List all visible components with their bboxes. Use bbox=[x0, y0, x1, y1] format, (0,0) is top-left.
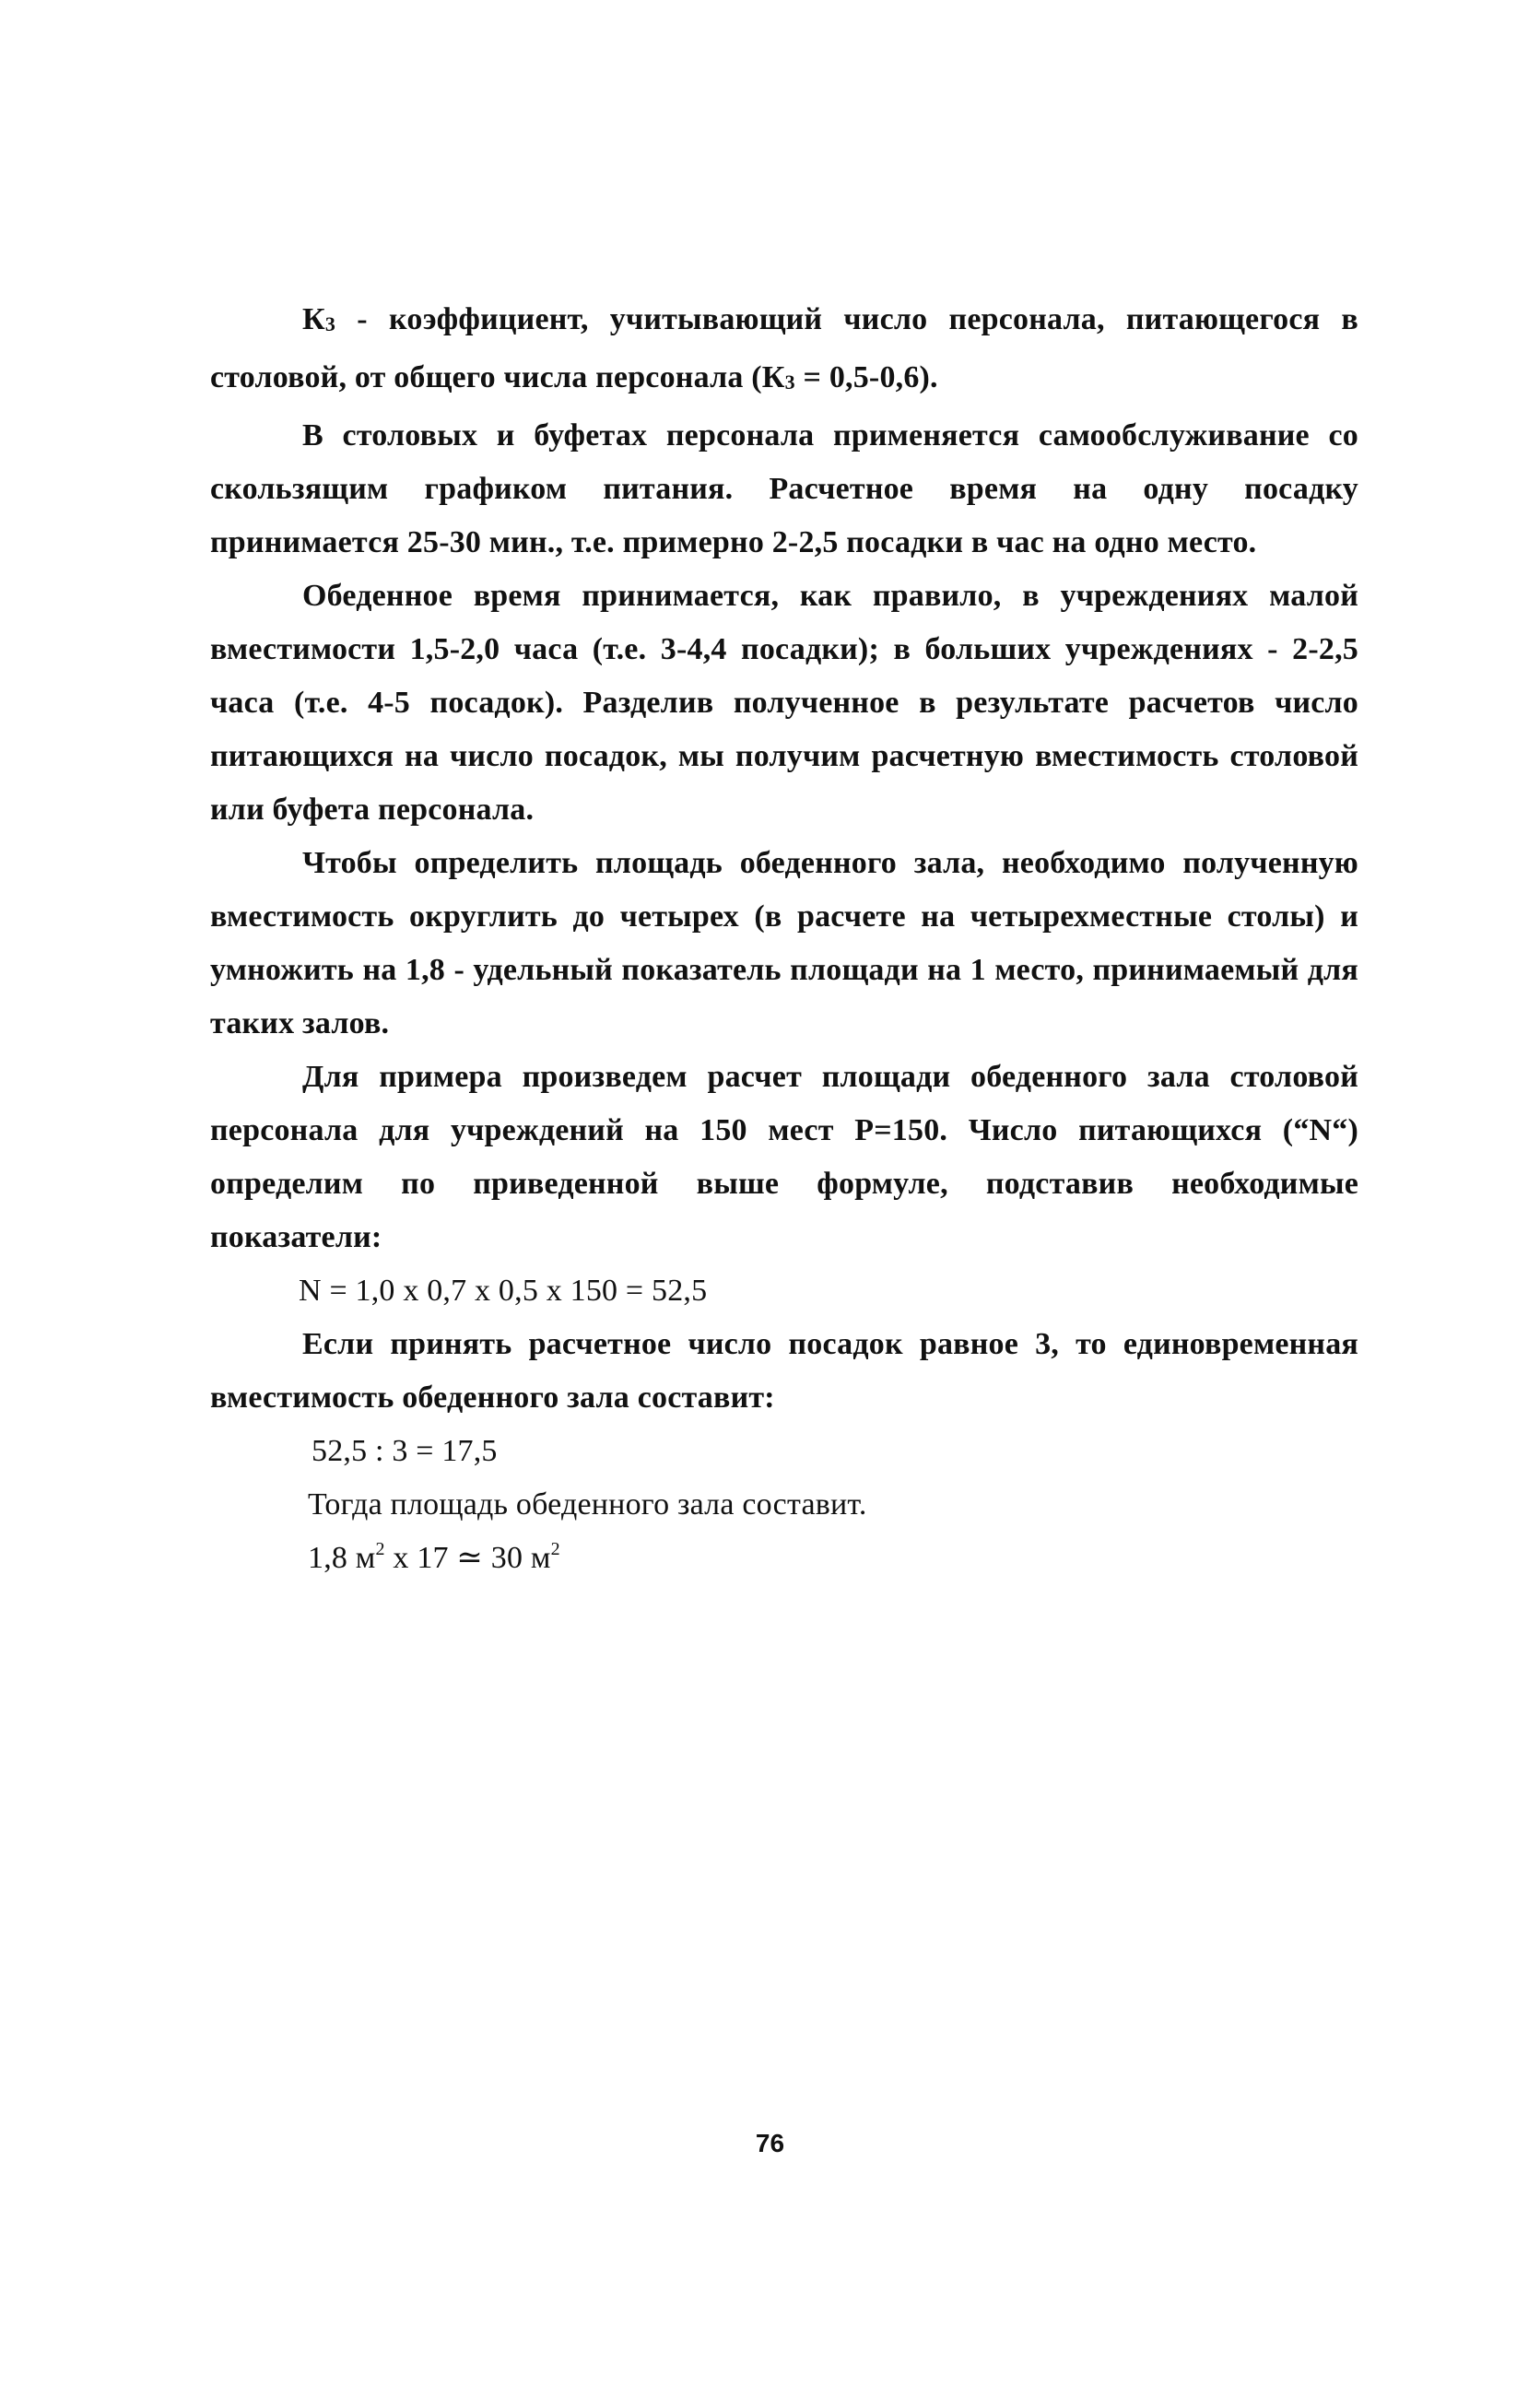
paragraph-example: Для примера произведем расчет площади обеденного зала столовой персонала для учреждений на 150 мест Р=150. Число питающихся (“N“) определим по приведенной выше формуле, подставив необходимые показатели: bbox=[210, 1060, 1358, 1254]
paragraph-lunch-time: Обеденное время принимается, как правило, в учреждениях малой вместимости 1,5-2,0 часа (т.е. 3-4,4 посадки); в больших учреждениях - 2-2,5 часа (т.е. 4-5 посадок). Разделив полученное в результате расчетов число питающихся на число посадок, мы получим расчетную вместимость столовой или буфета персонала. bbox=[210, 579, 1358, 827]
k3-subscript: 3 bbox=[324, 312, 336, 335]
paragraph-hall-area: Чтобы определить площадь обеденного зала, необходимо полученную вместимость округлить до четырех (в расчете на четырехместные столы) и умножить на 1,8 - удельный показатель площади на 1 место, принимаемый для таких залов. bbox=[210, 846, 1358, 1040]
k3-subscript-2: 3 bbox=[784, 370, 795, 394]
area-factor: 1,8 м bbox=[308, 1541, 376, 1575]
paragraph-area-result: Тогда площадь обеденного зала составит. bbox=[308, 1487, 867, 1522]
k3-definition-text: - коэффициент, учитывающий число персонала, питающегося в столовой, от общего числа персонала (К bbox=[210, 302, 1358, 394]
paragraph-k3-definition bbox=[210, 293, 1358, 409]
body-text bbox=[210, 293, 1358, 1585]
area-unit-exponent: 2 bbox=[375, 1539, 385, 1559]
formula-capacity: 52,5 : 3 = 17,5 bbox=[312, 1434, 498, 1468]
k3-range-text: = 0,5-0,6). bbox=[794, 360, 938, 394]
formula-n-calculation: N = 1,0 х 0,7 х 0,5 х 150 = 52,5 bbox=[299, 1274, 708, 1308]
k3-symbol: К bbox=[302, 302, 325, 336]
paragraph-self-service: В столовых и буфетах персонала применяется самообслуживание со скользящим графиком питания. Расчетное время на одну посадку принимается 25-30 мин., т.е. примерно 2-2,5 посадки в час на одно место. bbox=[210, 418, 1358, 559]
page-number: 76 bbox=[755, 2129, 785, 2157]
area-product: х 17 ≃ 30 м bbox=[384, 1541, 551, 1575]
paragraph-seatings: Если принять расчетное число посадок равное 3, то единовременная вместимость обеденного зала составит: bbox=[210, 1327, 1358, 1415]
area-result-exponent: 2 bbox=[550, 1539, 560, 1559]
formula-area bbox=[210, 1532, 1358, 1585]
